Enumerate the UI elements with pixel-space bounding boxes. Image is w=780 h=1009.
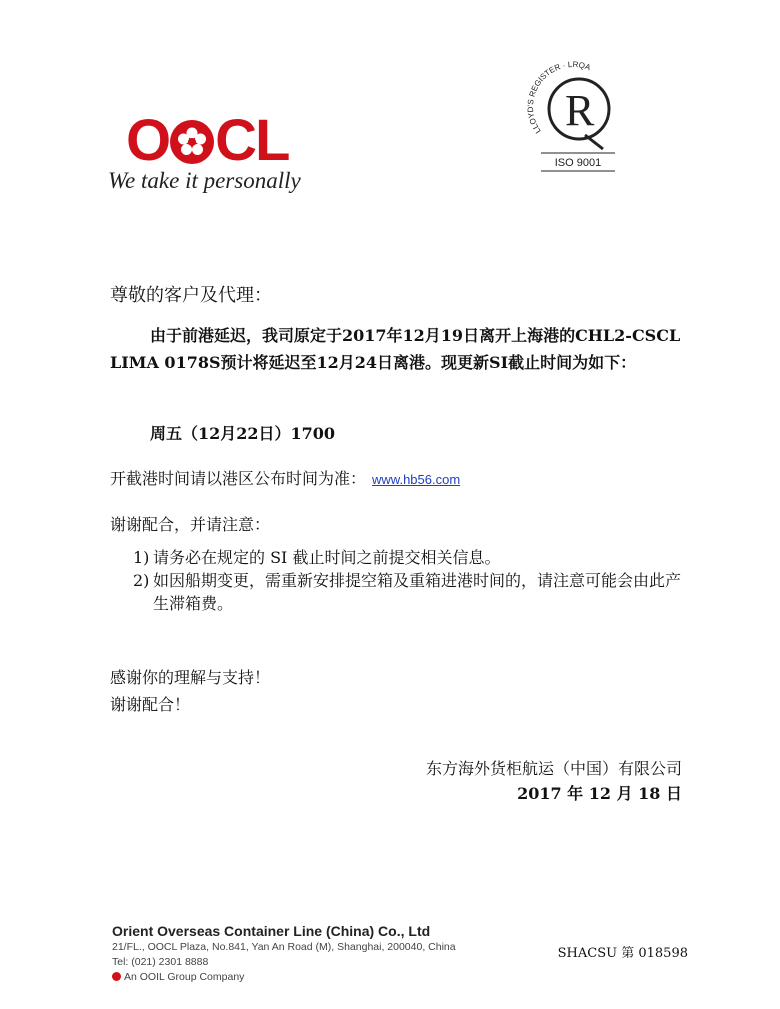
list-item-text: 请务必在规定的 SI 截止时间之前提交相关信息。	[153, 548, 501, 567]
delay-notice-text: 由于前港延迟，我司原定于2017年12月19日离开上海港的CHL2-CSCL LIMA 0178S预计将延迟至12月24日离港。现更新SI截止时间为如下：	[110, 326, 681, 372]
list-item-number: 1)	[133, 548, 150, 567]
group-logo-icon	[112, 972, 121, 981]
notes-list	[133, 546, 693, 615]
closing-cooperate: 谢谢配合！	[110, 695, 191, 714]
cooperation-note: 谢谢配合，并请注意：	[110, 515, 271, 534]
footer-company-name: Orient Overseas Container Line (China) Co., Ltd	[112, 923, 431, 939]
delay-notice-paragraph	[110, 322, 685, 376]
svg-text:LLOYD'S REGISTER · LRQA: LLOYD'S REGISTER · LRQA	[525, 59, 592, 135]
iso-certification-seal	[523, 53, 623, 177]
oocl-logo	[108, 108, 333, 194]
svg-text:R: R	[565, 86, 595, 135]
port-notice-line	[110, 466, 460, 489]
oocl-wordmark: O CL	[126, 108, 289, 173]
closing-remarks	[110, 664, 270, 718]
port-website-link[interactable]: www.hb56.com	[372, 472, 461, 487]
list-item	[133, 569, 693, 615]
list-item	[133, 546, 693, 569]
footer-group-text: An OOIL Group Company	[124, 971, 245, 983]
footer-address: 21/FL., OOCL Plaza, No.841, Yan An Road (M), Shanghai, 200040, China	[112, 941, 456, 953]
closing-thanks: 感谢你的理解与支持！	[110, 668, 271, 687]
signature-company: 东方海外货柜航运（中国）有限公司	[425, 759, 682, 778]
svg-text:ISO 9001: ISO 9001	[554, 157, 602, 169]
footer-telephone: Tel: (021) 2301 8888	[112, 956, 209, 968]
flower-icon	[170, 120, 214, 164]
signature-date: 2017 年 12 月 18 日	[517, 784, 682, 803]
logo-tagline: We take it personally	[108, 168, 301, 193]
footer-group-line	[112, 970, 456, 985]
document-number: SHACSU 第 018598	[557, 946, 688, 961]
salutation: 尊敬的客户及代理：	[110, 285, 272, 306]
port-notice-text: 开截港时间请以港区公布时间为准：	[110, 469, 367, 488]
si-deadline: 周五（12月22日）1700	[150, 424, 336, 443]
list-item-number: 2)	[133, 571, 150, 590]
list-item-text: 如因船期变更，需重新安排提空箱及重箱进港时间的，请注意可能会由此产生滞箱费。	[153, 571, 682, 613]
letterhead-footer	[112, 922, 456, 985]
